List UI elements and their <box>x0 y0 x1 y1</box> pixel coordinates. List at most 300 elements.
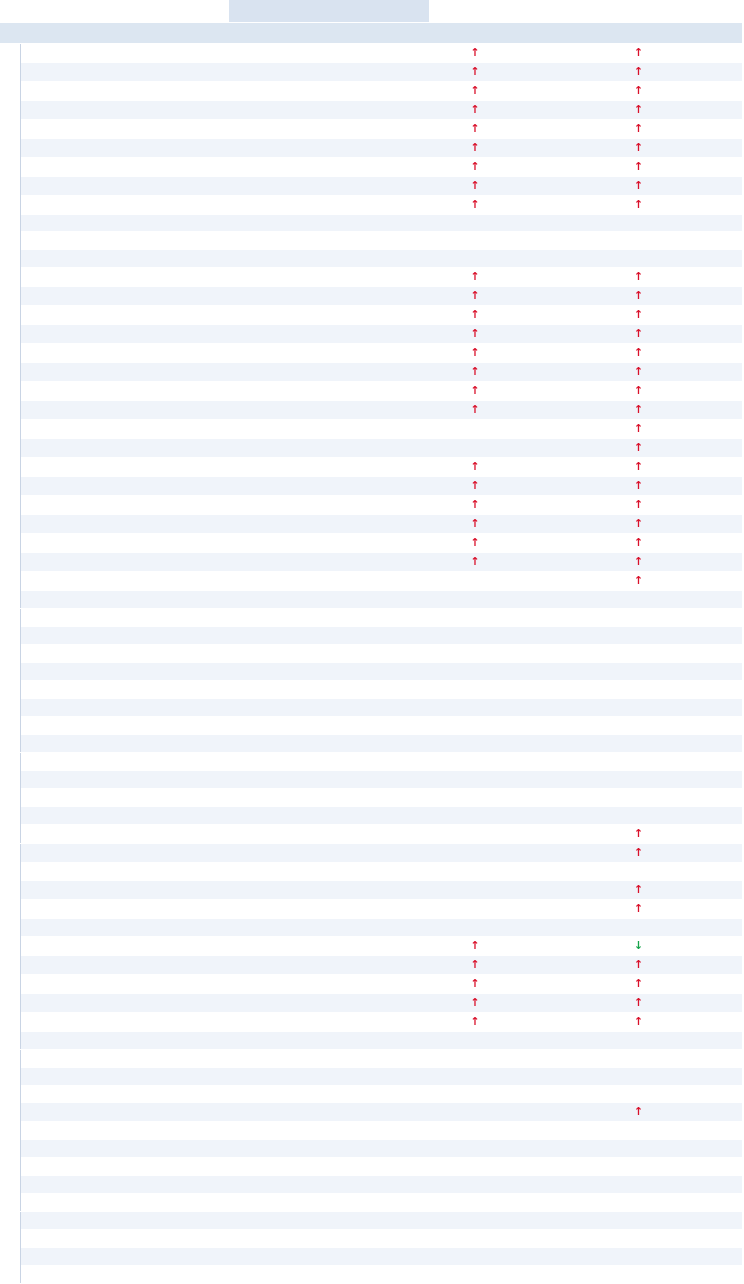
unit-cell <box>691 699 742 717</box>
price-high-2 <box>379 62 429 81</box>
price-high-2 <box>379 1158 429 1176</box>
price-low-2 <box>329 936 379 955</box>
average-change-cell <box>586 515 691 534</box>
average-change-cell <box>586 1140 691 1158</box>
price-high-2 <box>379 214 429 232</box>
price-low-2 <box>329 496 379 515</box>
price-low-2 <box>329 1248 379 1266</box>
price-low-1 <box>229 645 279 663</box>
price-high-2 <box>379 306 429 325</box>
arrow-up-icon: ↑ <box>633 270 644 284</box>
average-change-cell <box>586 572 691 591</box>
price-low-2 <box>329 1212 379 1230</box>
price-high-1 <box>279 401 329 420</box>
price-high-1 <box>279 62 329 81</box>
price-low-1 <box>229 1067 279 1085</box>
price-high-1 <box>279 955 329 974</box>
product-name <box>20 100 229 119</box>
product-name <box>20 1158 229 1176</box>
average-change-cell <box>586 1230 691 1248</box>
product-name <box>20 824 229 843</box>
price-low-1 <box>229 843 279 862</box>
average-change-cell <box>586 645 691 663</box>
price-high-2 <box>379 717 429 735</box>
price-low-1 <box>229 382 279 401</box>
average-change-cell <box>586 609 691 627</box>
price-high-1 <box>279 382 329 401</box>
table-row <box>0 1012 742 1031</box>
average-change-cell <box>586 401 691 420</box>
monthly-average <box>521 119 586 138</box>
average-change-cell <box>586 214 691 232</box>
unit-cell <box>691 458 742 477</box>
unit-cell <box>691 553 742 572</box>
table-row <box>0 572 742 591</box>
price-high-1 <box>279 645 329 663</box>
monthly-average <box>521 100 586 119</box>
price-low-2 <box>329 955 379 974</box>
price-high-2 <box>379 1012 429 1031</box>
price-low-2 <box>329 214 379 232</box>
average-change-cell <box>586 1248 691 1266</box>
price-low-2 <box>329 439 379 458</box>
price-high-2 <box>379 734 429 752</box>
price-high-2 <box>379 1067 429 1085</box>
price-high-1 <box>279 918 329 936</box>
price-high-1 <box>279 157 329 176</box>
arrow-up-icon: ↑ <box>633 422 644 436</box>
monthly-change-cell <box>429 363 521 382</box>
table-row <box>0 43 742 62</box>
product-name <box>20 862 229 880</box>
price-low-1 <box>229 1103 279 1122</box>
price-high-2 <box>379 325 429 344</box>
monthly-average <box>521 176 586 195</box>
price-high-1 <box>279 1248 329 1266</box>
unit-cell <box>691 627 742 645</box>
monthly-average <box>521 645 586 663</box>
category-label <box>0 43 20 609</box>
product-name <box>20 1212 229 1230</box>
unit-cell <box>691 974 742 993</box>
price-high-2 <box>379 824 429 843</box>
price-low-2 <box>329 572 379 591</box>
price-high-1 <box>279 325 329 344</box>
table-row <box>0 232 742 250</box>
date-2-header <box>329 0 429 22</box>
price-low-1 <box>229 119 279 138</box>
category-label <box>0 752 20 843</box>
product-name <box>20 420 229 439</box>
monthly-average <box>521 1158 586 1176</box>
arrow-up-icon: ↑ <box>470 479 480 493</box>
arrow-up-icon: ↑ <box>470 976 480 990</box>
average-change-cell <box>586 1158 691 1176</box>
product-name <box>20 43 229 62</box>
price-low-2 <box>329 681 379 699</box>
product-name <box>20 1067 229 1085</box>
monthly-change-cell <box>429 401 521 420</box>
product-name <box>20 439 229 458</box>
average-change-cell <box>586 806 691 824</box>
price-high-1 <box>279 1012 329 1031</box>
arrow-up-icon: ↑ <box>633 976 644 990</box>
product-name <box>20 1140 229 1158</box>
monthly-change-cell <box>429 974 521 993</box>
monthly-average <box>521 699 586 717</box>
price-low-1 <box>229 1031 279 1049</box>
price-low-1 <box>229 1194 279 1212</box>
product-name <box>20 1085 229 1103</box>
table-row <box>0 363 742 382</box>
average-change-cell <box>586 157 691 176</box>
monthly-average <box>521 663 586 681</box>
price-high-1 <box>279 699 329 717</box>
monthly-change-cell <box>429 1266 521 1284</box>
table-row <box>0 1140 742 1158</box>
price-low-2 <box>329 1176 379 1194</box>
category-label <box>0 1212 20 1284</box>
price-low-2 <box>329 609 379 627</box>
monthly-change-cell <box>429 119 521 138</box>
product-name <box>20 1103 229 1122</box>
average-change-cell <box>586 1266 691 1284</box>
monthly-average <box>521 232 586 250</box>
monthly-change-cell <box>429 382 521 401</box>
table-row <box>0 681 742 699</box>
price-high-2 <box>379 138 429 157</box>
average-change-cell <box>586 534 691 553</box>
price-low-2 <box>329 195 379 214</box>
monthly-change-cell <box>429 306 521 325</box>
monthly-change-cell <box>429 195 521 214</box>
table-row <box>0 138 742 157</box>
price-high-2 <box>379 439 429 458</box>
column-header-high-2 <box>379 22 429 43</box>
product-name <box>20 287 229 306</box>
price-low-2 <box>329 1230 379 1248</box>
arrow-up-icon: ↑ <box>633 64 644 78</box>
table-row <box>0 1085 742 1103</box>
unit-cell <box>691 1266 742 1284</box>
product-name <box>20 572 229 591</box>
table-row <box>0 214 742 232</box>
monthly-change-cell <box>429 439 521 458</box>
unit-cell <box>691 477 742 496</box>
arrow-up-icon: ↑ <box>470 365 480 379</box>
price-low-2 <box>329 43 379 62</box>
arrow-up-icon: ↑ <box>633 178 644 192</box>
arrow-up-icon: ↑ <box>633 327 644 341</box>
arrow-up-icon: ↑ <box>633 45 644 59</box>
average-change-cell <box>586 138 691 157</box>
price-low-1 <box>229 100 279 119</box>
price-high-2 <box>379 1103 429 1122</box>
price-high-1 <box>279 439 329 458</box>
monthly-average <box>521 344 586 363</box>
price-high-1 <box>279 880 329 899</box>
price-low-2 <box>329 306 379 325</box>
price-high-1 <box>279 824 329 843</box>
monthly-change-cell <box>429 1103 521 1122</box>
monthly-change-cell <box>429 955 521 974</box>
price-high-2 <box>379 1049 429 1067</box>
price-high-2 <box>379 119 429 138</box>
arrow-up-icon: ↑ <box>633 102 644 116</box>
price-high-2 <box>379 788 429 806</box>
product-name <box>20 195 229 214</box>
unit-cell <box>691 100 742 119</box>
price-high-2 <box>379 43 429 62</box>
column-header-monthly-average <box>521 22 586 43</box>
price-low-1 <box>229 43 279 62</box>
average-change-cell <box>586 752 691 770</box>
average-change-cell <box>586 119 691 138</box>
arrow-up-icon: ↑ <box>470 289 480 303</box>
price-low-2 <box>329 268 379 287</box>
arrow-up-icon: ↑ <box>633 845 644 859</box>
price-high-2 <box>379 534 429 553</box>
price-high-2 <box>379 195 429 214</box>
product-name <box>20 477 229 496</box>
product-name <box>20 157 229 176</box>
unit-cell <box>691 268 742 287</box>
price-high-2 <box>379 936 429 955</box>
monthly-average <box>521 627 586 645</box>
unit-cell <box>691 138 742 157</box>
price-high-1 <box>279 250 329 268</box>
unit-cell <box>691 287 742 306</box>
arrow-up-icon: ↑ <box>633 289 644 303</box>
average-change-cell <box>586 918 691 936</box>
price-high-1 <box>279 1194 329 1212</box>
table-row <box>0 880 742 899</box>
monthly-change-cell <box>429 100 521 119</box>
price-low-2 <box>329 788 379 806</box>
price-low-1 <box>229 936 279 955</box>
monthly-average <box>521 609 586 627</box>
unit-cell <box>691 1012 742 1031</box>
unit-cell <box>691 1140 742 1158</box>
price-low-1 <box>229 81 279 100</box>
average-change-cell <box>586 1067 691 1085</box>
unit-cell <box>691 1212 742 1230</box>
monthly-average <box>521 788 586 806</box>
arrow-up-icon: ↑ <box>633 460 644 474</box>
price-high-1 <box>279 663 329 681</box>
average-change-cell <box>586 591 691 609</box>
date-1-header <box>229 0 329 22</box>
table-row <box>0 843 742 862</box>
price-low-1 <box>229 1140 279 1158</box>
table-row <box>0 268 742 287</box>
monthly-average <box>521 195 586 214</box>
monthly-change-cell <box>429 1248 521 1266</box>
arrow-up-icon: ↑ <box>470 498 480 512</box>
product-name <box>20 119 229 138</box>
unit-cell <box>691 1085 742 1103</box>
monthly-average <box>521 899 586 918</box>
arrow-up-icon: ↑ <box>470 995 480 1009</box>
arrow-up-icon: ↑ <box>633 83 644 97</box>
average-change-cell <box>586 1012 691 1031</box>
average-change-cell <box>586 824 691 843</box>
arrow-up-icon: ↑ <box>633 346 644 360</box>
price-low-2 <box>329 699 379 717</box>
price-high-2 <box>379 1212 429 1230</box>
table-row <box>0 899 742 918</box>
unit-cell <box>691 752 742 770</box>
monthly-change-cell <box>429 770 521 788</box>
monthly-average <box>521 250 586 268</box>
price-low-1 <box>229 534 279 553</box>
average-change-cell <box>586 363 691 382</box>
price-high-1 <box>279 1140 329 1158</box>
price-low-2 <box>329 553 379 572</box>
table-row <box>0 788 742 806</box>
product-name <box>20 62 229 81</box>
average-change-cell <box>586 477 691 496</box>
monthly-average <box>521 734 586 752</box>
monthly-change-cell <box>429 734 521 752</box>
price-table-body <box>0 43 742 1284</box>
monthly-average <box>521 936 586 955</box>
unit-cell <box>691 862 742 880</box>
average-change-cell <box>586 250 691 268</box>
average-change-cell <box>586 899 691 918</box>
price-high-1 <box>279 138 329 157</box>
price-high-1 <box>279 553 329 572</box>
monthly-average <box>521 843 586 862</box>
price-low-2 <box>329 862 379 880</box>
price-low-2 <box>329 81 379 100</box>
price-low-2 <box>329 176 379 195</box>
column-header-monthly-change <box>429 22 521 43</box>
unit-cell <box>691 176 742 195</box>
price-high-1 <box>279 496 329 515</box>
unit-cell <box>691 515 742 534</box>
average-change-cell <box>586 1176 691 1194</box>
product-name <box>20 534 229 553</box>
monthly-change-cell <box>429 287 521 306</box>
average-change-cell <box>586 496 691 515</box>
price-high-2 <box>379 899 429 918</box>
monthly-change-cell <box>429 1085 521 1103</box>
table-row <box>0 1176 742 1194</box>
price-high-1 <box>279 515 329 534</box>
monthly-average <box>521 974 586 993</box>
table-row <box>0 176 742 195</box>
price-high-1 <box>279 974 329 993</box>
arrow-up-icon: ↑ <box>470 1014 480 1028</box>
price-low-1 <box>229 496 279 515</box>
price-low-2 <box>329 1031 379 1049</box>
monthly-average <box>521 1194 586 1212</box>
monthly-average <box>521 1176 586 1194</box>
price-high-2 <box>379 699 429 717</box>
price-low-2 <box>329 1012 379 1031</box>
price-low-2 <box>329 1266 379 1284</box>
monthly-average <box>521 591 586 609</box>
price-low-2 <box>329 363 379 382</box>
price-high-1 <box>279 287 329 306</box>
product-name <box>20 663 229 681</box>
column-header-row <box>0 22 742 43</box>
column-header-average-change <box>586 22 691 43</box>
arrow-up-icon: ↑ <box>633 555 644 569</box>
unit-cell <box>691 401 742 420</box>
price-high-2 <box>379 287 429 306</box>
price-high-1 <box>279 1085 329 1103</box>
price-low-1 <box>229 1248 279 1266</box>
average-change-cell <box>586 663 691 681</box>
price-high-1 <box>279 344 329 363</box>
price-low-1 <box>229 681 279 699</box>
price-low-2 <box>329 232 379 250</box>
price-high-2 <box>379 363 429 382</box>
monthly-average <box>521 1031 586 1049</box>
arrow-up-icon: ↑ <box>470 121 480 135</box>
price-high-1 <box>279 717 329 735</box>
table-row <box>0 1158 742 1176</box>
product-name <box>20 1266 229 1284</box>
price-high-1 <box>279 770 329 788</box>
product-name <box>20 974 229 993</box>
table-row <box>0 1031 742 1049</box>
monthly-average <box>521 752 586 770</box>
date-header-blank <box>0 0 20 22</box>
price-high-2 <box>379 496 429 515</box>
price-high-2 <box>379 477 429 496</box>
product-name <box>20 699 229 717</box>
price-high-2 <box>379 806 429 824</box>
unit-cell <box>691 918 742 936</box>
arrow-up-icon: ↑ <box>633 882 644 896</box>
monthly-change-cell <box>429 1122 521 1140</box>
arrow-up-icon: ↑ <box>470 957 480 971</box>
price-low-1 <box>229 609 279 627</box>
product-name <box>20 214 229 232</box>
price-low-1 <box>229 880 279 899</box>
price-low-1 <box>229 1212 279 1230</box>
price-low-2 <box>329 717 379 735</box>
column-header-low-1 <box>229 22 279 43</box>
monthly-average <box>521 553 586 572</box>
unit-cell <box>691 250 742 268</box>
arrow-up-icon: ↑ <box>470 327 480 341</box>
average-change-cell <box>586 458 691 477</box>
table-row <box>0 515 742 534</box>
price-high-1 <box>279 788 329 806</box>
arrow-up-icon: ↑ <box>470 159 480 173</box>
price-high-1 <box>279 572 329 591</box>
arrow-up-icon: ↑ <box>470 178 480 192</box>
unit-cell <box>691 344 742 363</box>
monthly-average <box>521 1212 586 1230</box>
arrow-up-icon: ↑ <box>633 1105 644 1119</box>
monthly-change-cell <box>429 1031 521 1049</box>
monthly-change-cell <box>429 214 521 232</box>
monthly-average <box>521 81 586 100</box>
arrow-up-icon: ↑ <box>633 308 644 322</box>
unit-cell <box>691 645 742 663</box>
monthly-change-cell <box>429 824 521 843</box>
price-low-1 <box>229 515 279 534</box>
price-low-2 <box>329 806 379 824</box>
arrow-up-icon: ↑ <box>633 498 644 512</box>
unit-cell <box>691 824 742 843</box>
average-change-cell <box>586 382 691 401</box>
